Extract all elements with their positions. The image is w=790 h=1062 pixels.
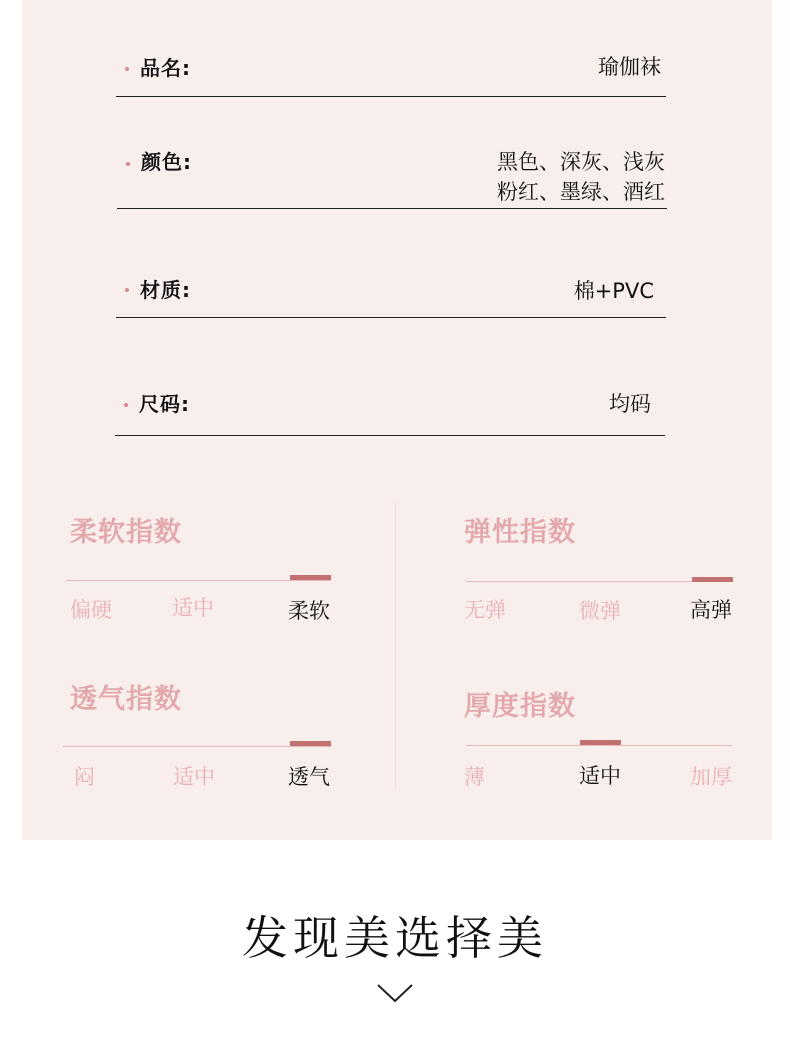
- spec-row-name: [116, 40, 666, 97]
- thickness-index: [464, 690, 764, 820]
- scale-option-selected: 适中: [579, 764, 621, 788]
- scale-option: 薄: [464, 765, 485, 789]
- spec-label-size: 尺码:: [139, 392, 190, 416]
- softness-index: [70, 516, 370, 646]
- scale-track: [66, 580, 331, 581]
- scale-track: [466, 745, 732, 746]
- chevron-down-icon[interactable]: [376, 980, 414, 1006]
- spec-row-size: [115, 376, 665, 436]
- index-title: 透气指数: [70, 684, 182, 715]
- spec-row-color: [117, 140, 667, 209]
- breathability-index: [70, 683, 370, 813]
- index-title: 弹性指数: [464, 517, 576, 548]
- scale-marker: [692, 577, 733, 582]
- scale-option: 无弹: [464, 598, 506, 622]
- spec-label-material: 材质:: [140, 278, 191, 302]
- scale-option: 偏硬: [70, 598, 112, 622]
- spec-label-name: 品名:: [140, 56, 191, 80]
- spec-row-material: [116, 262, 666, 318]
- scale-option-selected: 柔软: [288, 599, 330, 623]
- scale-option: 加厚: [690, 765, 732, 789]
- spec-value-material: 棉+PVC: [573, 279, 654, 303]
- spec-value-size: 均码: [609, 392, 651, 416]
- scale-marker: [290, 741, 331, 746]
- elasticity-index: [464, 516, 764, 646]
- scale-marker: [290, 575, 331, 580]
- column-divider: [395, 500, 396, 790]
- bullet-dot: [125, 67, 129, 71]
- scale-option: 适中: [173, 765, 215, 789]
- index-title: 柔软指数: [70, 517, 182, 548]
- scale-option-selected: 高弹: [690, 598, 732, 622]
- bullet-dot: [126, 162, 130, 166]
- bullet-dot: [124, 403, 128, 407]
- spec-label-color: 颜色:: [141, 150, 192, 174]
- scale-option-selected: 透气: [288, 765, 330, 789]
- scale-option: 闷: [74, 765, 95, 789]
- section-headline: 发现美选择美: [242, 911, 548, 965]
- spec-value-name: 瑜伽袜: [598, 55, 661, 79]
- spec-value-color: 黑色、深灰、浅灰 粉红、墨绿、酒红: [497, 150, 665, 204]
- scale-marker: [580, 740, 621, 745]
- scale-option: 微弹: [579, 599, 621, 623]
- scale-track: [63, 746, 331, 747]
- bullet-dot: [125, 288, 129, 292]
- scale-option: 适中: [172, 596, 214, 620]
- index-title: 厚度指数: [464, 691, 576, 722]
